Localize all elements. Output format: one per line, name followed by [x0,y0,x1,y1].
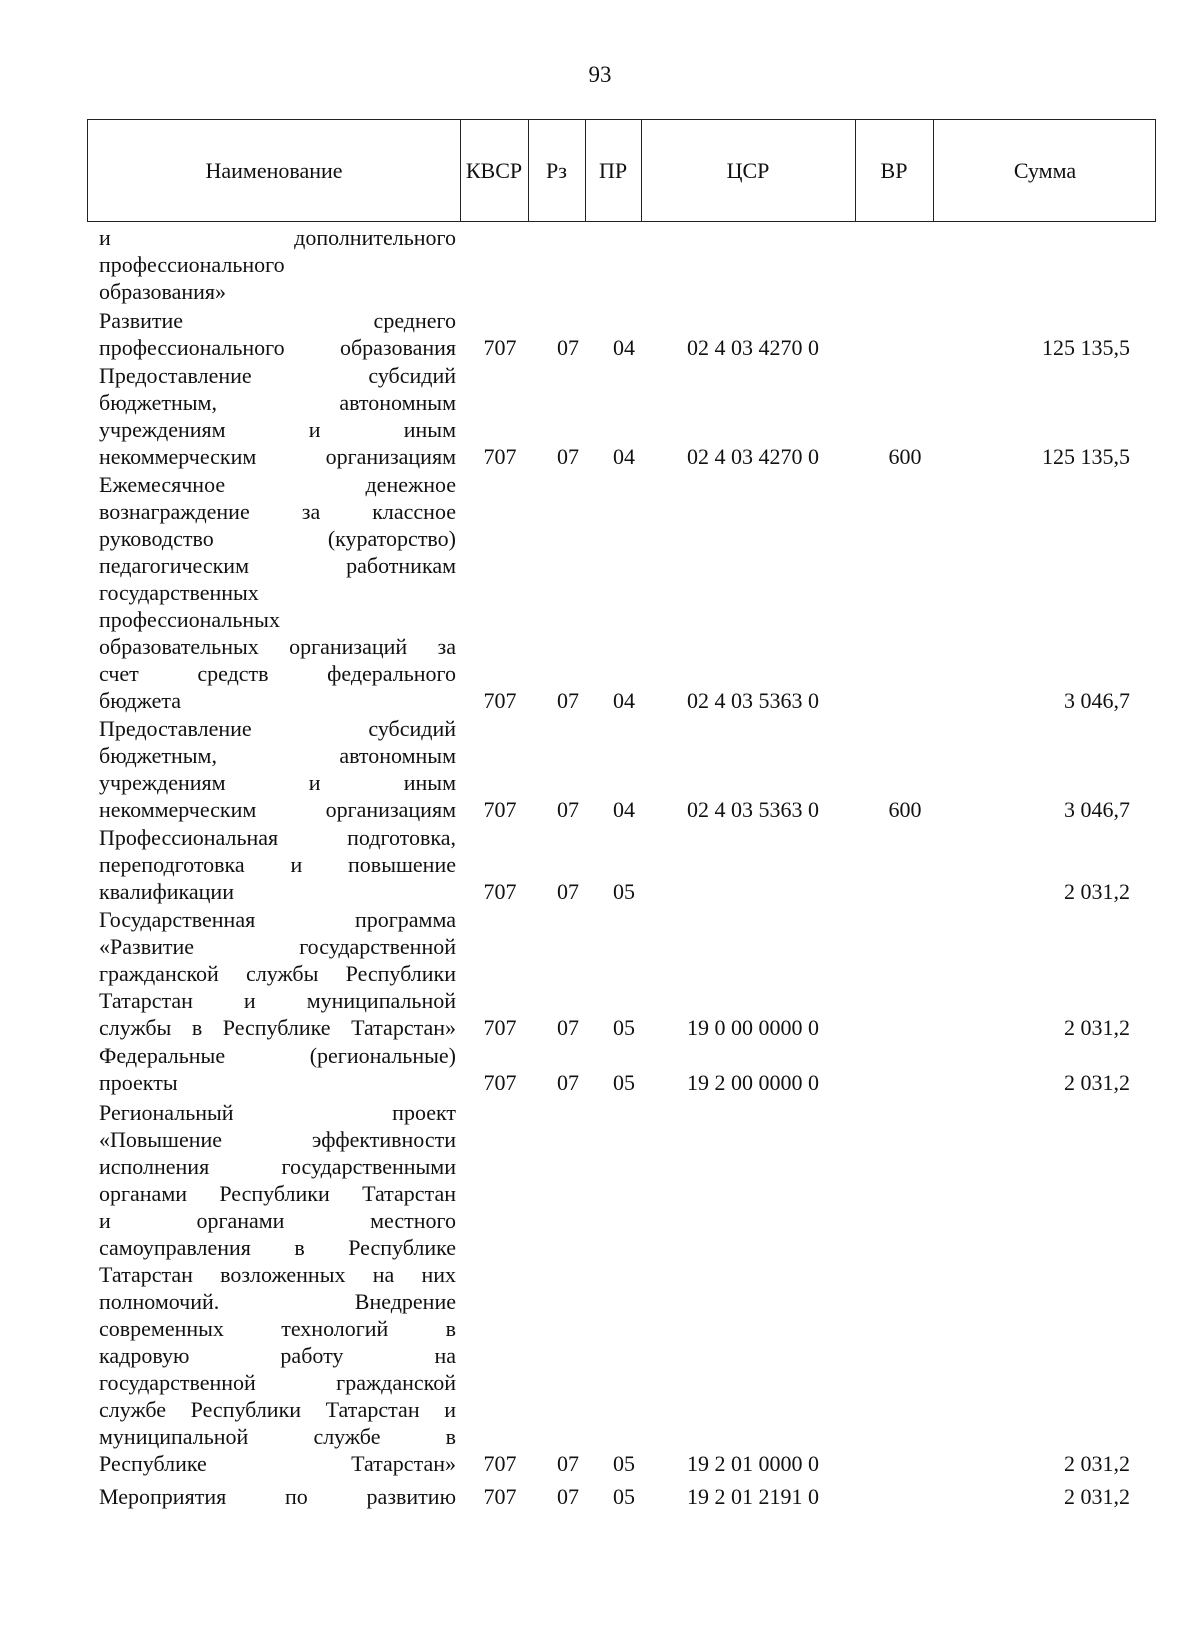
row-name-line: Республике Татарстан» [99,1451,456,1476]
row-name-line: педагогическим работникам [99,553,456,578]
row-name-line: самоуправления в Республике [99,1235,456,1260]
row-name-line: Предоставление субсидий [99,716,456,741]
row-name-line: современных технологий в [99,1316,456,1341]
cell-pr: 05 [613,1451,635,1476]
row-name-line: проекты [99,1070,178,1095]
row-name-line: образования» [99,279,227,304]
row-name-line: профессиональных [99,607,280,632]
cell-csr: 02 4 03 4270 0 [687,335,819,360]
table-row [0,1099,1200,1477]
cell-rz: 07 [557,444,579,469]
row-name [99,1099,456,1477]
table-row [0,715,1200,823]
cell-kvsr: 707 [483,879,517,904]
table-row [0,1483,1200,1510]
cell-rz: 07 [557,1451,579,1476]
table-row [0,224,1200,305]
cell-kvsr: 707 [483,444,517,469]
cell-rz: 07 [557,335,579,360]
cell-vr: 600 [888,797,922,822]
cell-pr: 04 [613,444,635,469]
cell-sum: 2 031,2 [1064,1484,1130,1509]
cell-sum: 125 135,5 [1042,335,1130,360]
table-row [0,362,1200,470]
row-name-line: некоммерческим организациям [99,797,456,822]
header-vr: ВР [880,157,908,183]
row-name-line: профессионального [99,252,285,277]
cell-sum: 3 046,7 [1064,688,1130,713]
cell-csr: 19 2 01 0000 0 [687,1451,819,1476]
row-name-line: гражданской службы Республики [99,961,456,986]
header-sum: Сумма [1013,157,1077,183]
row-name-line: исполнения государственными [99,1154,456,1179]
cell-sum: 2 031,2 [1064,1070,1130,1095]
cell-rz: 07 [557,879,579,904]
row-name-line: Татарстан и муниципальной [99,988,456,1013]
row-name-line: органами Республики Татарстан [99,1181,456,1206]
cell-csr: 02 4 03 4270 0 [687,444,819,469]
cell-sum: 2 031,2 [1064,1015,1130,1040]
cell-pr: 05 [613,1070,635,1095]
row-name-line: бюджетным, автономным [99,743,456,768]
cell-sum: 3 046,7 [1064,797,1130,822]
cell-pr: 04 [613,797,635,822]
cell-rz: 07 [557,1484,579,1509]
row-name-line: бюджетным, автономным [99,390,456,415]
cell-pr: 04 [613,335,635,360]
row-name-line: профессионального образования [99,335,456,360]
row-name-line: «Повышение эффективности [99,1127,456,1152]
row-name-line: переподготовка и повышение [99,852,456,877]
cell-csr: 02 4 03 5363 0 [687,688,819,713]
cell-sum: 125 135,5 [1042,444,1130,469]
row-name-line: кадровую работу на [99,1343,456,1368]
row-name-line: учреждениям и иным [99,770,456,795]
cell-pr: 05 [613,1015,635,1040]
page-number: 93 [588,62,612,87]
cell-rz: 07 [557,1070,579,1095]
cell-pr: 04 [613,688,635,713]
row-name-line: государственной гражданской [99,1370,456,1395]
row-name-line: Федеральные (региональные) [99,1043,456,1068]
header-name: Наименование [205,157,343,183]
table-row [0,824,1200,905]
cell-kvsr: 707 [483,1070,517,1095]
table-row [0,471,1200,714]
row-name-line: квалификации [99,879,234,904]
row-name-line: и органами местного [99,1208,456,1233]
row-name-line: учреждениям и иным [99,417,456,442]
cell-rz: 07 [557,797,579,822]
row-name-line: муниципальной службе в [99,1424,456,1449]
row-name-line: Профессиональная подготовка, [99,825,456,850]
cell-csr: 19 2 00 0000 0 [687,1070,819,1095]
row-name-line: вознаграждение за классное [99,499,456,524]
row-name-line: образовательных организаций за [99,634,456,659]
cell-pr: 05 [613,879,635,904]
table-row [0,307,1200,361]
row-name-line: и дополнительного [99,225,456,250]
cell-kvsr: 707 [483,797,517,822]
row-name-line: службы в Республике Татарстан» [99,1015,456,1040]
row-name-line: Государственная программа [99,907,456,932]
row-name-line: Предоставление субсидий [99,363,456,388]
cell-sum: 2 031,2 [1064,879,1130,904]
row-name-line: государственных [99,580,259,605]
cell-kvsr: 707 [483,1451,517,1476]
cell-vr: 600 [888,444,922,469]
row-name-line: Региональный проект [99,1100,456,1125]
cell-pr: 05 [613,1484,635,1509]
row-name-line: полномочий. Внедрение [99,1289,456,1314]
row-name-line: счет средств федерального [99,661,456,686]
cell-csr: 19 2 01 2191 0 [687,1484,819,1509]
row-name-line: службе Республики Татарстан и [99,1397,456,1422]
table-row [0,906,1200,1041]
table-row [0,1042,1200,1096]
cell-kvsr: 707 [483,335,517,360]
header-pr: ПР [598,157,628,183]
cell-rz: 07 [557,688,579,713]
row-name-line: Развитие среднего [99,308,456,333]
header-rz: Рз [546,157,567,183]
header-csr: ЦСР [726,157,770,183]
cell-csr: 19 0 00 0000 0 [687,1015,819,1040]
cell-kvsr: 707 [483,1015,517,1040]
header-kvsr: КВСР [465,157,523,183]
row-name-line: Ежемесячное денежное [99,472,456,497]
cell-kvsr: 707 [483,688,517,713]
row-name-line: «Развитие государственной [99,934,456,959]
row-name-line: руководство (кураторство) [99,526,456,551]
cell-rz: 07 [557,1015,579,1040]
row-name-line: бюджета [99,688,182,713]
cell-kvsr: 707 [483,1484,517,1509]
row-name-line: некоммерческим организациям [99,444,456,469]
cell-sum: 2 031,2 [1064,1451,1130,1476]
cell-csr: 02 4 03 5363 0 [687,797,819,822]
row-name-line: Татарстан возложенных на них [99,1262,456,1287]
row-name [99,471,456,714]
row-name-line: Мероприятия по развитию [99,1484,456,1509]
